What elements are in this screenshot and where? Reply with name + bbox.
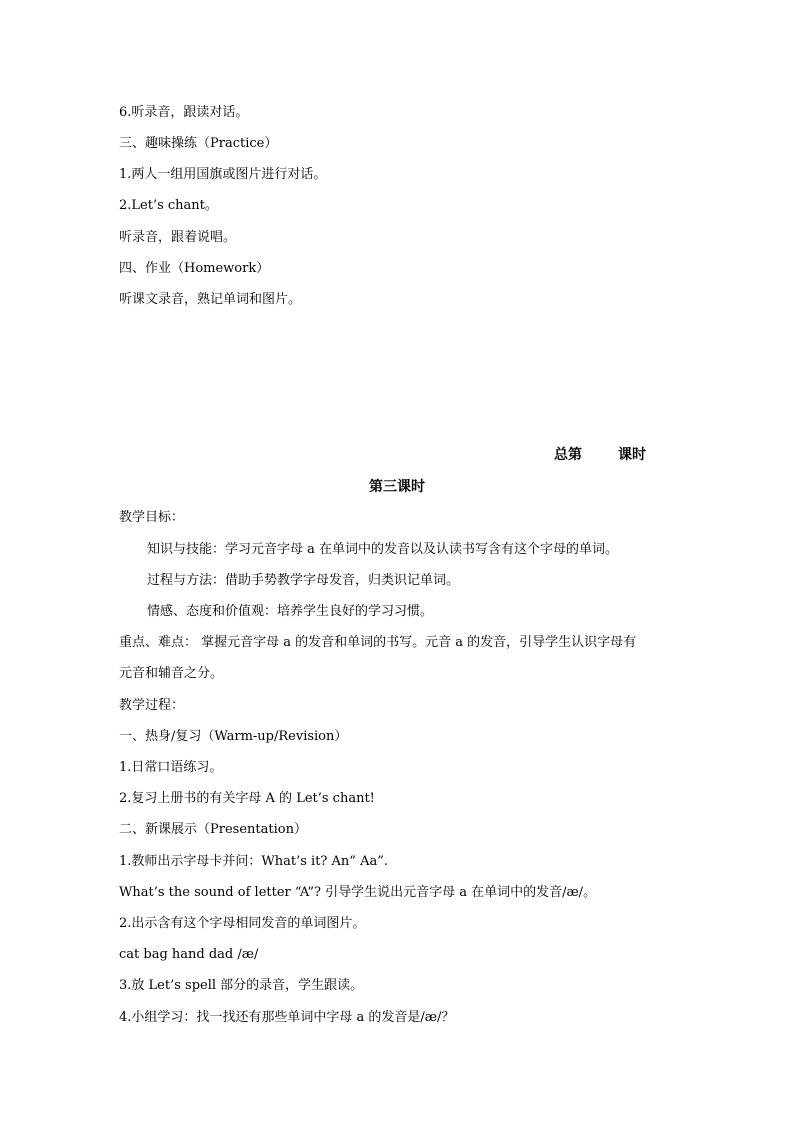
text-line: 3.放 Let’s spell 部分的录音，学生跟读。 xyxy=(119,978,364,993)
text-line: 6.听录音，跟读对话。 xyxy=(119,105,249,120)
objective-knowledge: 知识与技能：学习元音字母 a 在单词中的发音以及认读书写含有这个字母的单词。 xyxy=(147,542,619,557)
text-line: 听课文录音，熟记单词和图片。 xyxy=(119,292,302,307)
objectives-heading: 教学目标： xyxy=(119,510,185,525)
process-heading: 教学过程： xyxy=(119,698,185,713)
text-line: 2.复习上册书的有关字母 A 的 Let’s chant! xyxy=(119,791,375,806)
key-points-line: 重点、难点： 掌握元音字母 a 的发音和单词的书写。元音 a 的发音，引导学生认识字母有 xyxy=(119,635,637,650)
text-line: 1.两人一组用国旗或图片进行对话。 xyxy=(119,167,327,182)
text-line: 1.日常口语练习。 xyxy=(119,760,223,775)
key-points-line: 元音和辅音之分。 xyxy=(119,666,224,681)
lesson-title: 第三课时 xyxy=(369,479,425,495)
word-list: cat bag hand dad /æ/ xyxy=(119,947,259,962)
text-line: 1.教师出示字母卡并问：What’s it? An“ Aa”. xyxy=(119,854,388,869)
text-line: 2.出示含有这个字母相同发音的单词图片。 xyxy=(119,916,366,931)
section-heading: 三、趣味操练（Practice） xyxy=(119,136,278,151)
text-line: What’s the sound of letter “A”? 引导学生说出元音字母 a 在单词中的发音/æ/。 xyxy=(119,885,597,900)
objective-attitude: 情感、态度和价值观：培养学生良好的学习习惯。 xyxy=(147,604,434,619)
section-heading: 二、新课展示（Presentation） xyxy=(119,822,307,837)
text-line: 4.小组学习：找一找还有那些单词中字母 a 的发音是/æ/？ xyxy=(119,1010,455,1025)
period-label: 课时 xyxy=(618,447,646,463)
section-heading: 四、作业（Homework） xyxy=(119,261,270,276)
total-period-label: 总第 xyxy=(554,447,582,463)
section-heading: 一、热身/复习（Warm-up/Revision） xyxy=(119,729,348,744)
objective-process: 过程与方法：借助手势教学字母发音，归类识记单词。 xyxy=(147,573,460,588)
text-line: 听录音，跟着说唱。 xyxy=(119,230,237,245)
text-line: 2.Let’s chant。 xyxy=(119,198,218,213)
